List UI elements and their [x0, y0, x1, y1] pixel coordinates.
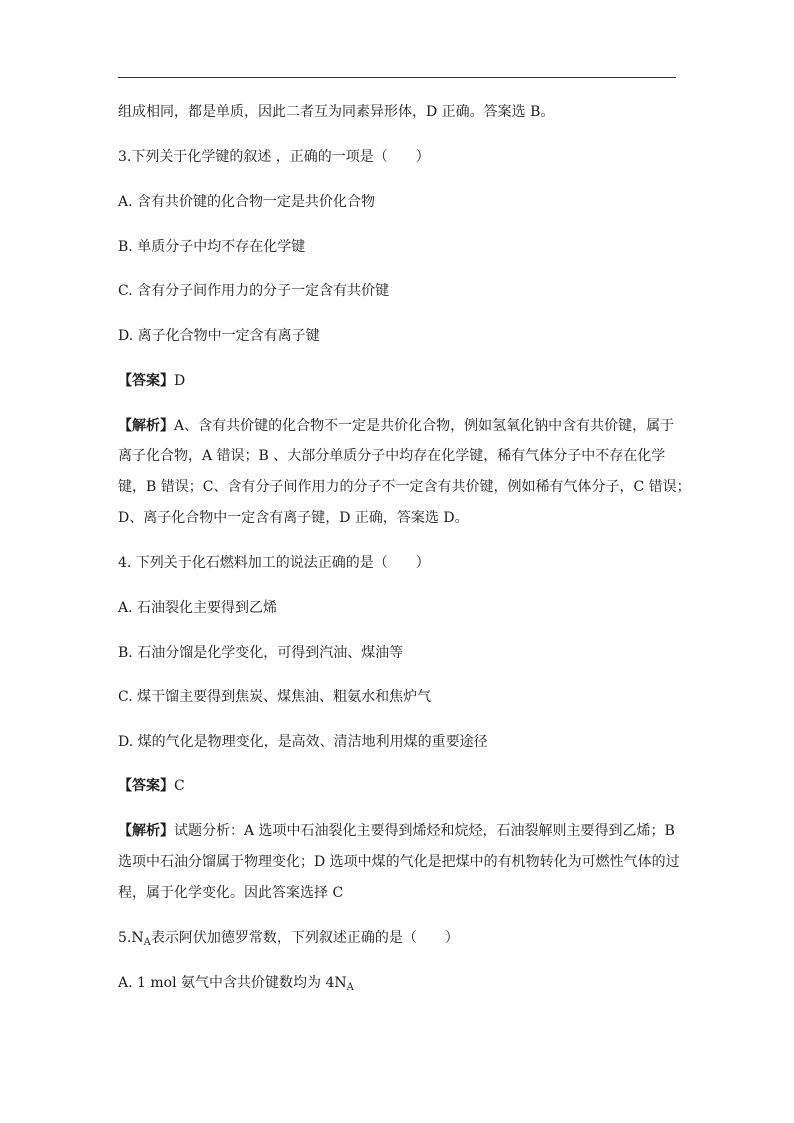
option-5a	[118, 973, 678, 993]
explanation-text: 试题分析：A 选项中石油裂化主要得到烯烃和烷烃，石油裂解则主要得到乙烯；B	[174, 823, 675, 839]
question-5	[118, 928, 678, 948]
question-3: 3.下列关于化学键的叙述 ，正确的一项是（ ）	[118, 149, 430, 165]
option-3d: D. 离子化合物中一定含有离子键	[118, 328, 320, 344]
subscript: A	[346, 982, 354, 993]
answer-3	[118, 371, 678, 391]
answer-value: D	[174, 373, 186, 389]
answer-tag: 【答案】	[118, 778, 174, 794]
option-5a-text: A. 1 mol 氨气中含共价键数均为 4N	[118, 975, 347, 991]
explanation-3-line-4: D、离子化合物中一定含有离子键，D 正确，答案选 D。	[118, 510, 469, 526]
explanation-3-line-1	[118, 416, 678, 436]
question-5-prefix: 5.N	[118, 930, 144, 946]
explanation-tag: 【解析】	[118, 418, 174, 434]
option-4b: B. 石油分馏是化学变化，可得到汽油、煤油等	[118, 645, 404, 661]
explanation-4-line-2: 选项中石油分馏属于物理变化；D 选项中煤的气化是把煤中的有机物转化为可燃性气体的过	[118, 854, 680, 870]
explanation-3-line-3: 键，B 错误；C、含有分子间作用力的分子不一定含有共价键，例如稀有气体分子，C 错误；	[118, 479, 691, 495]
explanation-4-line-3: 程，属于化学变化。因此答案选择 C	[118, 885, 344, 901]
option-4a: A. 石油裂化主要得到乙烯	[118, 600, 278, 616]
answer-value: C	[174, 778, 185, 794]
explanation-3-line-2: 离子化合物，A 错误；B 、大部分单质分子中均存在化学键，稀有气体分子中不存在化学	[118, 448, 666, 464]
option-3c: C. 含有分子间作用力的分子一定含有共价键	[118, 283, 390, 299]
question-4: 4. 下列关于化石燃料加工的说法正确的是（ ）	[118, 555, 430, 571]
subscript: A	[143, 937, 151, 948]
option-4c: C. 煤干馏主要得到焦炭、煤焦油、粗氨水和焦炉气	[118, 689, 432, 705]
explanation-text: A、含有共价键的化合物不一定是共价化合物，例如氢氧化钠中含有共价键，属于	[174, 418, 675, 434]
explanation-4-line-1	[118, 821, 678, 841]
header-rule	[118, 77, 676, 78]
option-3b: B. 单质分子中均不存在化学键	[118, 239, 306, 255]
answer-tag: 【答案】	[118, 373, 174, 389]
option-4d: D. 煤的气化是物理变化，是高效、清洁地利用煤的重要途径	[118, 734, 488, 750]
option-3a: A. 含有共价键的化合物一定是共价化合物	[118, 194, 376, 210]
explanation-tag: 【解析】	[118, 823, 174, 839]
answer-4	[118, 776, 678, 796]
question-5-text: 表示阿伏加德罗常数，下列叙述正确的是（ ）	[150, 930, 459, 946]
paragraph-line: 组成相同，都是单质，因此二者互为同素异形体，D 正确。答案选 B。	[118, 104, 555, 120]
